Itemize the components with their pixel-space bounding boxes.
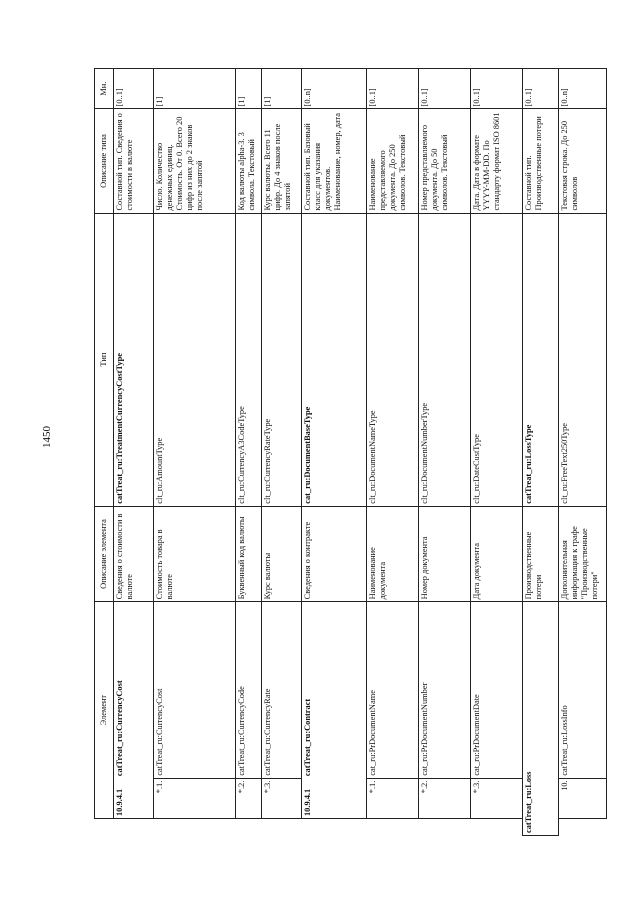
table-row: [236, 69, 262, 836]
type-name: clt_ru:FreeText250Type: [559, 213, 607, 506]
element-name: catTreat_ru:CurrencyCost: [114, 602, 154, 778]
type-description: Составной тип. Сведения о стоимости в валюте: [114, 109, 154, 213]
column-header-multiplicity: Мн.: [95, 69, 114, 109]
type-name: catTreat_ru:LossType: [523, 213, 559, 506]
multiplicity: [1]: [262, 69, 302, 109]
multiplicity: [1]: [154, 69, 236, 109]
table-row: [302, 69, 367, 836]
type-description: Наименование представляемого документа. До 250 символов. Текстовый: [367, 109, 419, 213]
element-description: Сведения о стоимости в валюте: [114, 506, 154, 602]
multiplicity: [1]: [236, 69, 262, 109]
table-row: [367, 69, 419, 836]
type-name: clt_ru:DateCustType: [471, 213, 523, 506]
row-number: 10.: [559, 778, 607, 818]
column-header-element-description: Описание элемента: [95, 506, 114, 602]
element-name: catTreat_ru:CurrencyCost: [154, 602, 236, 778]
element-name: catTreat_ru:CurrencyRate: [262, 602, 302, 778]
type-description: Номер представляемого документа. До 50 символов. Текстовый: [419, 109, 471, 213]
table-row: [114, 69, 154, 836]
table-row: [471, 69, 523, 836]
element-description: Дата документа: [471, 506, 523, 602]
row-number: 10.9.4.1: [302, 778, 367, 818]
table-row: [419, 69, 471, 836]
table-row: [262, 69, 302, 836]
multiplicity: [0..n]: [302, 69, 367, 109]
type-name: clt_ru:DocumentNumberType: [419, 213, 471, 506]
type-description: Число. Количество денежных единиц. Стоимость. От 0. Всего 20 цифр из них до 2 знаков после запятой: [154, 109, 236, 213]
multiplicity: [0..1]: [471, 69, 523, 109]
element-name: catTreat_ru:Contract: [302, 602, 367, 778]
type-name: cat_ru:DocumentBaseType: [302, 213, 367, 506]
multiplicity: [0..1]: [367, 69, 419, 109]
row-number: *.3.: [471, 778, 523, 818]
table-row: [154, 69, 236, 836]
row-number: 10.9.4.1: [114, 778, 154, 818]
element-description: Сведения о контракте: [302, 506, 367, 602]
type-name: clt_ru:CurrencyRateType: [262, 213, 302, 506]
row-number: *.1.: [154, 778, 236, 818]
column-header-type: Тип: [95, 213, 114, 506]
multiplicity: [0..1]: [523, 69, 559, 109]
column-header-type-description: Описание типа: [95, 109, 114, 213]
element-description: Дополнительная информация к графе "Производственные потери": [559, 506, 607, 602]
element-name: cat_ru:PrDocumentName: [367, 602, 419, 778]
type-name: clt_ru:CurrencyA3CodeType: [236, 213, 262, 506]
page-number: 1450: [41, 426, 53, 448]
element-name: catTreat_ru:CurrencyCode: [236, 602, 262, 778]
type-description: Составной тип. Производственные потери: [523, 109, 559, 213]
element-description: Стоимость товара в валюте: [154, 506, 236, 602]
row-number: *.2.: [419, 778, 471, 818]
table-row: [523, 69, 559, 836]
elements-table: [94, 68, 607, 836]
element-name: cat_ru:PrDocumentDate: [471, 602, 523, 778]
element-name: cat_ru:PrDocumentNumber: [419, 602, 471, 778]
type-description: Составной тип. Базовый класс для указания документов. Наименование, номер, дата: [302, 109, 367, 213]
element-description: Номер документа: [419, 506, 471, 602]
type-name: clt_ru:DocumentNameType: [367, 213, 419, 506]
element-name: catTreat_ru:Loss: [523, 602, 559, 836]
element-name: catTreat_ru:LossInfo: [559, 602, 607, 778]
element-description: Буквенный код валюты: [236, 506, 262, 602]
type-description: Код валюты alpha-3. 3 символа. Текстовый: [236, 109, 262, 213]
row-number: *.2.: [236, 778, 262, 818]
multiplicity: [0..1]: [114, 69, 154, 109]
table-row: [559, 69, 607, 836]
multiplicity: [0..n]: [559, 69, 607, 109]
element-description: Производственные потери: [523, 506, 559, 602]
row-number: *.3.: [262, 778, 302, 818]
type-name: clt_ru:AmountType: [154, 213, 236, 506]
type-description: Текстовая строка. До 250 символов: [559, 109, 607, 213]
table-header-row: [95, 69, 114, 836]
element-description: Наименование документа: [367, 506, 419, 602]
rotated-table-container: [94, 68, 599, 836]
row-number: *.1.: [367, 778, 419, 818]
element-description: Курс валюты: [262, 506, 302, 602]
type-name: catTreat_ru:TreatmentCurrencyCostType: [114, 213, 154, 506]
multiplicity: [0..1]: [419, 69, 471, 109]
type-description: Дата. Дата в формате YYYY-MM-DD. По стандарту формат ISO 8601: [471, 109, 523, 213]
type-description: Курс валюты. Всего 11 цифр. До 4 знаков после запятой: [262, 109, 302, 213]
column-header-element: Элемент: [95, 602, 114, 819]
